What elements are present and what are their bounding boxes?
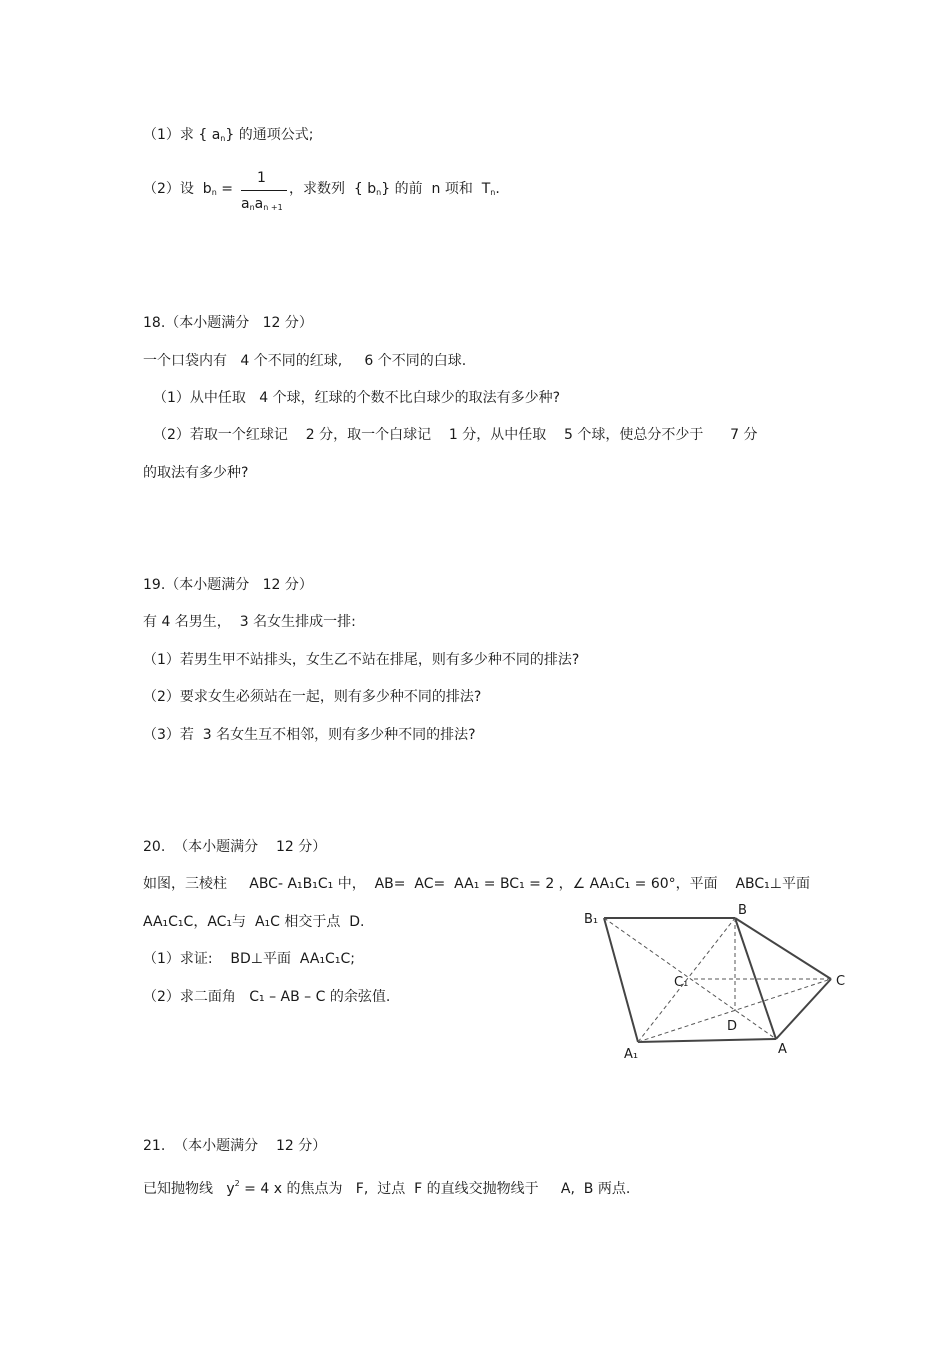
q21-title: 21. （本小题满分 12 分） — [143, 1138, 327, 1154]
edge-A1-B1 — [604, 918, 638, 1042]
q17-part2-head — [143, 180, 233, 202]
q17-part2-subscript3: n — [490, 188, 496, 197]
q19-stem: 有 4 名男生， 3 名女生排成一排: — [143, 614, 356, 630]
fraction-bar — [241, 190, 287, 191]
triangular-prism-figure — [572, 896, 862, 1071]
q19-part3: （3）若 3 名女生互不相邻，则有多少种不同的排法? — [143, 727, 476, 743]
q20-stem-line2: AA₁C₁C，AC₁与 A₁C 相交于点 D. — [143, 914, 365, 930]
q20-part1: （1）求证: BD⊥平面 AA₁C₁C; — [143, 951, 355, 967]
q17-part1-subscript: n — [220, 134, 226, 143]
edge-B-C — [735, 918, 831, 979]
q17-part1 — [143, 126, 313, 148]
q19-part1: （1）若男生甲不站排头，女生乙不站在排尾，则有多少种不同的排法? — [143, 652, 580, 668]
q17-fraction — [241, 168, 287, 218]
q17-part2-tail-text2: } 的前 n 项和 T — [381, 181, 491, 197]
label-C: C — [836, 974, 846, 989]
label-A1: A₁ — [624, 1047, 639, 1062]
q18-stem: 一个口袋内有 4 个不同的红球, 6 个不同的白球. — [143, 353, 467, 369]
edge-B-A — [735, 918, 776, 1039]
denominator-sub1: n — [249, 203, 255, 212]
q20-title: 20. （本小题满分 12 分） — [143, 839, 327, 855]
q21-stem-head: 已知抛物线 y — [143, 1181, 235, 1197]
label-C1: C₁ — [674, 975, 689, 990]
q19-title: 19.（本小题满分 12 分） — [143, 577, 313, 593]
q17-part2-tail-text: ，求数列 { b — [289, 181, 377, 197]
q17-part2-subscript: n — [211, 188, 217, 197]
q17-part2-subscript2: n — [376, 188, 382, 197]
q20-part2: （2）求二面角 C₁ – AB – C 的余弦值. — [143, 989, 391, 1005]
q17-part1-tail: } 的通项公式; — [225, 127, 314, 143]
edge-C-A — [776, 979, 831, 1039]
label-A: A — [778, 1042, 787, 1057]
q19-part2: （2）要求女生必须站在一起，则有多少种不同的排法? — [143, 689, 482, 705]
label-B1: B₁ — [584, 912, 599, 927]
q20-stem-line1: 如图，三棱柱 ABC- A₁B₁C₁ 中， AB= AC= AA₁ = BC₁ = 2 ，∠ AA₁C₁ = 60°，平面 ABC₁⊥平面 — [143, 876, 810, 892]
q17-part1-text: （1）求 { a — [143, 127, 221, 143]
q17-part2-tail — [289, 180, 500, 202]
q18-title: 18.（本小题满分 12 分） — [143, 315, 313, 331]
q17-part2-end: . — [495, 181, 500, 197]
q21-stem — [143, 1175, 630, 1198]
denominator-b: a — [254, 196, 264, 212]
fraction-numerator: 1 — [257, 170, 266, 186]
q18-part2-continued: 的取法有多少种? — [143, 465, 249, 481]
denominator-sub2: n +1 — [263, 203, 283, 212]
q17-equals: = — [216, 181, 233, 197]
q21-stem-tail: = 4 x 的焦点为 F, 过点 F 的直线交抛物线于 A, B 两点. — [239, 1181, 631, 1197]
fraction-denominator — [241, 196, 283, 212]
q21-stem-superscript: 2 — [234, 1179, 240, 1188]
label-D: D — [727, 1019, 738, 1034]
q17-part2-text: （2）设 b — [143, 181, 212, 197]
q18-part2: （2）若取一个红球记 2 分，取一个白球记 1 分，从中任取 5 个球，使总分不少于 7 分 — [153, 427, 758, 443]
q18-part1: （1）从中任取 4 个球，红球的个数不比白球少的取法有多少种? — [153, 390, 561, 406]
edge-A-A1 — [638, 1039, 776, 1042]
denominator-a: a — [241, 196, 250, 212]
label-B: B — [738, 903, 747, 918]
